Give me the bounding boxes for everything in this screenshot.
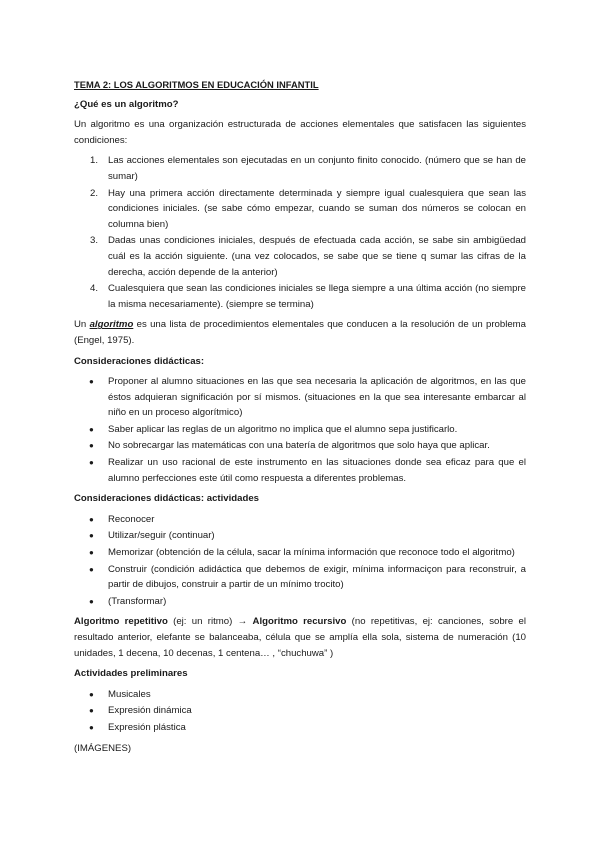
condition-text: Hay una primera acción directamente determinada y siempre igual cualesquiera que sean las condiciones iniciales. (se sabe cómo empezar, cuando se suman dos números se colocan en columna bien) xyxy=(108,187,526,230)
bullet-icon: ● xyxy=(89,441,94,451)
prelim-text: Musicales xyxy=(108,688,151,700)
images-note: (IMÁGENES) xyxy=(74,742,132,754)
list-number: 1. xyxy=(90,155,99,167)
prelim-list xyxy=(74,687,526,736)
condition-item xyxy=(74,153,526,184)
activity-text: Reconocer xyxy=(108,513,155,525)
list-item xyxy=(74,438,526,454)
list-item xyxy=(74,512,526,528)
list-item xyxy=(74,422,526,438)
list-number: 2. xyxy=(90,187,99,199)
list-item xyxy=(74,374,526,421)
question-heading: ¿Qué es un algoritmo? xyxy=(74,98,179,110)
bullet-icon: ● xyxy=(89,377,94,387)
bullet-icon: ● xyxy=(89,706,94,716)
recursive-term: Algoritmo recursivo xyxy=(252,616,347,628)
condition-item xyxy=(74,233,526,280)
bullet-icon: ● xyxy=(89,722,94,732)
repetitive-term: Algoritmo repetitivo xyxy=(74,616,168,628)
bullet-icon: ● xyxy=(89,689,94,699)
didactic-list xyxy=(74,374,526,486)
list-item xyxy=(74,594,526,610)
bullet-icon: ● xyxy=(89,531,94,541)
list-item xyxy=(74,720,526,736)
prelim-heading: Actividades preliminares xyxy=(74,668,188,680)
activities-list xyxy=(74,512,526,610)
bullet-icon: ● xyxy=(89,596,94,606)
definition-text: es una lista de procedimientos elementales que conducen a la resolución de un problema (Engel, 1975). xyxy=(74,319,526,346)
list-number: 4. xyxy=(90,283,99,295)
condition-item xyxy=(74,186,526,233)
didactic-text: Proponer al alumno situaciones en las que sea necesaria la aplicación de algoritmos, en las que éstos adquieran significación por sí mismos. (situaciones en la que sea interesante embarcar al niño en un proceso algorítmico) xyxy=(108,376,526,419)
bullet-icon: ● xyxy=(89,458,94,468)
didactic-text: Saber aplicar las reglas de un algoritmo no implica que el alumno sepa justificarlo. xyxy=(108,423,458,435)
list-item xyxy=(74,528,526,544)
activity-text: Construir (condición adidáctica que debemos de exigir, mínima informaciçon para reconstruir, a partir de dibujos, construir a partir de un mínimo trocito) xyxy=(108,563,526,591)
repetitive-paragraph xyxy=(74,614,526,661)
condition-text: Dadas unas condiciones iniciales, después de efectuada cada acción, se sabe sin ambigüedad cuál es la acción siguiente. (una vez colocados, se sabe que se tiene q sumar las cifras de la derecha, acción depende de la anterior) xyxy=(108,235,526,278)
document-title: TEMA 2: LOS ALGORITMOS EN EDUCACIÓN INFANTIL xyxy=(74,79,319,90)
list-number: 3. xyxy=(90,235,99,247)
bullet-icon: ● xyxy=(89,514,94,524)
condition-item xyxy=(74,281,526,312)
intro-paragraph: Un algoritmo es una organización estructurada de acciones elementales que satisfacen las siguientes condiciones: xyxy=(74,119,526,146)
bullet-icon: ● xyxy=(89,424,94,434)
activities-heading: Consideraciones didácticas: actividades xyxy=(74,493,260,505)
bullet-icon: ● xyxy=(89,548,94,558)
list-item xyxy=(74,703,526,719)
didactic-text: Realizar un uso racional de este instrumento en las situaciones donde sea eficaz para que el alumno perfecciones este útil como respuesta a diferentes problemas. xyxy=(108,457,526,484)
list-item xyxy=(74,687,526,703)
didactic-heading: Consideraciones didácticas: xyxy=(74,355,205,367)
list-item xyxy=(74,545,526,561)
didactic-text: No sobrecargar las matemáticas con una batería de algoritmos que solo haya que aplicar. xyxy=(108,440,490,452)
definition-term: algoritmo xyxy=(89,319,134,331)
definition-paragraph xyxy=(74,317,526,348)
prelim-text: Expresión plástica xyxy=(108,721,186,733)
activity-text: (Transformar) xyxy=(108,595,167,607)
bullet-icon: ● xyxy=(89,564,94,574)
activity-text: Memorizar (obtención de la célula, sacar la mínima información que reconoce todo el algoritmo) xyxy=(108,547,515,559)
repetitive-text: (no repetitivas, ej: canciones, sobre el resultado anterior, elefante se balanceaba, célula que se amplía ella sola, sistema de numeración (10 unidades, 1 decena, 10 decenas, 1 centena… , “chuchuwa” ) xyxy=(74,616,527,659)
condition-text: Cualesquiera que sean las condiciones iniciales se llega siempre a una última acción (no siempre la misma necesariamente). (siempre se termina) xyxy=(108,283,526,310)
condition-text: Las acciones elementales son ejecutadas en un conjunto finito conocido. (número que se han de sumar) xyxy=(108,155,526,182)
prelim-text: Expresión dinámica xyxy=(108,705,192,717)
activity-text: Utilizar/seguir (continuar) xyxy=(108,530,215,542)
conditions-list xyxy=(74,153,526,312)
repetitive-mid: (ej: un ritmo) → xyxy=(167,616,253,628)
definition-prefix: Un xyxy=(74,319,90,331)
list-item xyxy=(74,562,526,593)
list-item xyxy=(74,455,526,486)
